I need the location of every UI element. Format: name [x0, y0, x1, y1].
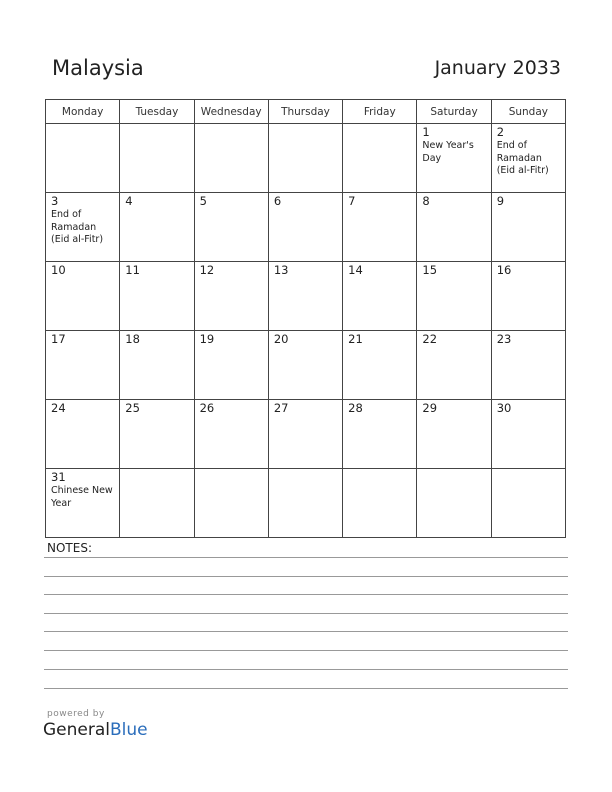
day-number: 13	[273, 263, 289, 277]
day-number: 10	[51, 263, 66, 277]
day-cell	[343, 469, 417, 538]
day-cell	[120, 193, 194, 262]
holiday-label: Chinese New Year	[51, 485, 113, 509]
day-number: 7	[348, 194, 356, 208]
day-cell	[343, 193, 417, 262]
day-number: 14	[348, 263, 363, 277]
weekday-friday: Friday	[343, 100, 417, 124]
holiday-label: End of Ramadan (Eid al-Fitr)	[51, 209, 104, 245]
day-cell	[491, 469, 565, 538]
notes-label: NOTES:	[47, 541, 92, 555]
day-cell	[120, 124, 194, 193]
day-cell	[194, 193, 268, 262]
day-cell	[194, 262, 268, 331]
day-cell	[268, 400, 342, 469]
day-cell	[491, 193, 565, 262]
day-cell	[491, 124, 565, 193]
day-number: 19	[199, 332, 215, 346]
day-cell	[46, 331, 120, 400]
day-number: 20	[273, 332, 289, 346]
day-number: 8	[422, 194, 430, 208]
day-number: 28	[348, 401, 363, 415]
day-number: 16	[496, 263, 512, 277]
week-row	[46, 400, 566, 469]
week-row	[46, 262, 566, 331]
calendar-grid	[45, 99, 566, 538]
day-cell	[343, 400, 417, 469]
day-cell	[417, 193, 491, 262]
notes-line	[44, 688, 568, 689]
weekday-tuesday: Tuesday	[120, 100, 194, 124]
holiday-label: New Year's Day	[422, 140, 474, 164]
week-row	[46, 124, 566, 193]
day-cell	[491, 400, 565, 469]
brand-logo[interactable]	[43, 720, 148, 740]
day-cell	[268, 331, 342, 400]
day-cell	[46, 400, 120, 469]
notes-line	[44, 557, 568, 558]
weekday-header-row	[46, 100, 566, 124]
day-number: 21	[348, 332, 363, 346]
country-title: Malaysia	[52, 56, 144, 80]
notes-line	[44, 631, 568, 632]
day-cell	[120, 262, 194, 331]
powered-by-text: powered by	[47, 709, 105, 719]
day-number: 18	[125, 332, 140, 346]
day-cell	[46, 469, 120, 538]
day-number: 25	[125, 401, 140, 415]
day-number: 27	[273, 401, 289, 415]
day-number: 29	[422, 401, 438, 415]
calendar-body	[46, 124, 566, 538]
month-year-title: January 2033	[434, 57, 561, 79]
day-cell	[343, 124, 417, 193]
day-cell	[491, 262, 565, 331]
day-cell	[120, 469, 194, 538]
day-cell	[417, 469, 491, 538]
day-cell	[194, 124, 268, 193]
day-cell	[491, 331, 565, 400]
week-row	[46, 193, 566, 262]
notes-line	[44, 650, 568, 651]
weekday-wednesday: Wednesday	[194, 100, 268, 124]
notes-line	[44, 594, 568, 595]
notes-line	[44, 669, 568, 670]
day-number: 11	[125, 263, 140, 277]
day-number: 31	[51, 470, 66, 484]
week-row	[46, 331, 566, 400]
weekday-saturday: Saturday	[417, 100, 491, 124]
day-cell	[417, 124, 491, 193]
notes-line	[44, 613, 568, 614]
day-number: 5	[199, 194, 207, 208]
day-cell	[268, 262, 342, 331]
day-number: 2	[496, 125, 505, 139]
day-cell	[343, 331, 417, 400]
day-cell	[417, 400, 491, 469]
day-cell	[120, 331, 194, 400]
day-cell	[120, 400, 194, 469]
day-cell	[268, 469, 342, 538]
day-number: 6	[273, 194, 282, 208]
week-row	[46, 469, 566, 538]
day-number: 12	[199, 263, 215, 277]
day-number: 9	[496, 194, 505, 208]
day-cell	[417, 262, 491, 331]
day-cell	[46, 124, 120, 193]
day-cell	[417, 331, 491, 400]
day-cell	[268, 124, 342, 193]
day-number: 17	[51, 332, 66, 346]
weekday-thursday: Thursday	[268, 100, 342, 124]
brand-general: General	[43, 720, 110, 740]
day-number: 23	[496, 332, 512, 346]
day-cell	[46, 193, 120, 262]
weekday-monday: Monday	[46, 100, 120, 124]
day-cell	[343, 262, 417, 331]
day-cell	[194, 469, 268, 538]
day-number: 3	[51, 194, 59, 208]
day-cell	[46, 262, 120, 331]
day-number: 4	[125, 194, 133, 208]
day-cell	[268, 193, 342, 262]
day-cell	[194, 400, 268, 469]
weekday-sunday: Sunday	[491, 100, 565, 124]
day-number: 1	[422, 125, 430, 139]
day-number: 26	[199, 401, 215, 415]
day-number: 30	[496, 401, 512, 415]
notes-line	[44, 576, 568, 577]
day-number: 15	[422, 263, 438, 277]
day-number: 22	[422, 332, 438, 346]
brand-blue: Blue	[110, 720, 148, 740]
day-cell	[194, 331, 268, 400]
holiday-label: End of Ramadan (Eid al-Fitr)	[496, 140, 549, 176]
day-number: 24	[51, 401, 66, 415]
